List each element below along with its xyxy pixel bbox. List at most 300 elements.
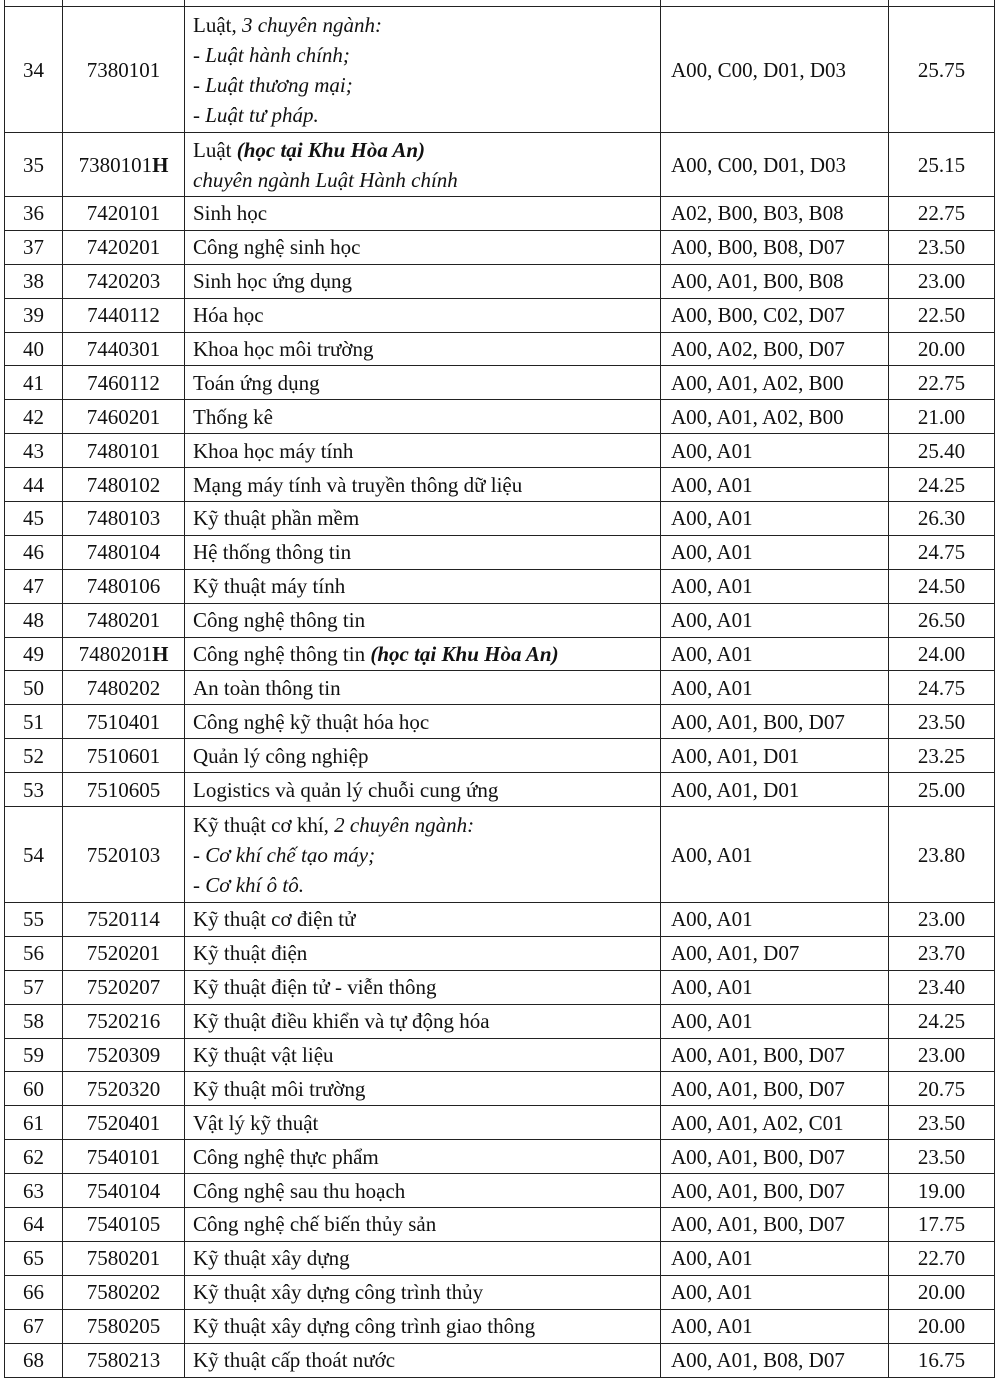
major-code: 7540105	[86, 1212, 161, 1237]
subject-combinations: A00, A01, B00, D07	[671, 1144, 845, 1169]
subject-combinations: A00, A01	[671, 1280, 753, 1305]
subject-combinations: A00, A01, B00, D07	[671, 709, 845, 734]
row-number: 42	[23, 404, 44, 429]
table-row	[5, 332, 995, 366]
major-code-cell	[63, 1309, 185, 1343]
cutoff-score-cell	[889, 1208, 995, 1242]
table-row	[5, 773, 995, 807]
subject-combinations-cell	[661, 1140, 889, 1174]
row-number-cell	[5, 332, 63, 366]
row-number: 57	[23, 975, 44, 1000]
major-name-cell	[185, 1241, 661, 1275]
cutoff-score: 22.75	[917, 370, 966, 395]
cutoff-score: 16.75	[917, 1348, 966, 1373]
major-name-cell	[185, 468, 661, 502]
major-name-cell	[185, 1140, 661, 1174]
cutoff-score: 20.75	[917, 1076, 966, 1101]
major-code-suffix: H	[152, 152, 169, 177]
major-name-cell	[185, 298, 661, 332]
table-row	[5, 7, 995, 133]
row-number-cell	[5, 773, 63, 807]
row-number-cell	[5, 1072, 63, 1106]
cutoff-score: 24.25	[917, 1009, 966, 1034]
major-name-line	[193, 870, 652, 900]
cutoff-score: 23.00	[917, 1043, 966, 1068]
table-row	[5, 366, 995, 400]
cutoff-score: 26.30	[917, 506, 966, 531]
row-number: 48	[23, 608, 44, 633]
subject-combinations: A00, A01	[671, 608, 753, 633]
major-code: 7520114	[87, 907, 160, 932]
subject-combinations-cell	[661, 739, 889, 773]
major-code: 7460201	[86, 404, 161, 429]
subject-combinations: A00, A02, B00, D07	[671, 337, 845, 361]
table-row	[5, 1174, 995, 1208]
major-code-cell	[63, 807, 185, 903]
cutoff-score: 22.50	[917, 303, 966, 328]
subject-combinations: A00, A01	[671, 642, 753, 667]
cutoff-score-cell	[889, 1106, 995, 1140]
major-name-cell	[185, 603, 661, 637]
major-code: 7480201	[86, 608, 161, 633]
major-name: Sinh học	[193, 201, 268, 226]
row-number: 61	[23, 1110, 44, 1135]
row-number-cell	[5, 298, 63, 332]
row-number: 35	[23, 152, 44, 177]
subject-combinations-cell	[661, 1106, 889, 1140]
major-name-cell	[185, 970, 661, 1004]
major-code-cell	[63, 133, 185, 197]
major-code-cell	[63, 434, 185, 468]
row-number-cell	[5, 535, 63, 569]
subject-combinations-cell	[661, 133, 889, 197]
major-name: Kỹ thuật điện tử - viễn thông	[193, 975, 437, 1000]
major-code-cell	[63, 298, 185, 332]
table-row	[5, 936, 995, 970]
major-name: Công nghệ sau thu hoạch	[193, 1178, 406, 1203]
major-code-cell	[63, 773, 185, 807]
subject-combinations: A00, A01	[671, 540, 753, 565]
major-name: Hóa học	[193, 303, 264, 328]
cutoff-score-cell	[889, 1004, 995, 1038]
subject-combinations: A00, A01, B00, D07	[671, 1043, 845, 1068]
major-name-cell	[185, 197, 661, 231]
major-name-cell	[185, 1072, 661, 1106]
row-number-cell	[5, 468, 63, 502]
cutoff-score: 20.00	[917, 1314, 966, 1339]
major-code-cell	[63, 1241, 185, 1275]
row-number-cell	[5, 1309, 63, 1343]
subject-combinations: A00, B00, B08, D07	[671, 235, 845, 260]
cutoff-score: 24.50	[917, 574, 966, 599]
admission-scores-table	[4, 0, 995, 1378]
major-code-cell	[63, 936, 185, 970]
major-code: 7510605	[86, 777, 161, 802]
table-row	[5, 970, 995, 1004]
major-code-cell	[63, 603, 185, 637]
row-number: 59	[23, 1043, 44, 1068]
major-code-cell	[63, 569, 185, 603]
major-name-cell	[185, 569, 661, 603]
major-name-cell	[185, 1038, 661, 1072]
cutoff-score-cell	[889, 1038, 995, 1072]
cutoff-score: 23.80	[917, 842, 966, 867]
major-name: Công nghệ thực phẩm	[193, 1144, 379, 1169]
major-name: Kỹ thuật xây dựng công trình giao thông	[193, 1314, 536, 1339]
table-row	[5, 671, 995, 705]
table-row	[5, 1309, 995, 1343]
major-code-suffix: H	[152, 642, 169, 667]
major-name-segment: (học tại Khu Hòa An)	[370, 642, 559, 667]
major-code-cell	[63, 230, 185, 264]
subject-combinations-cell	[661, 903, 889, 937]
table-row	[5, 434, 995, 468]
subject-combinations: A00, A01	[671, 975, 753, 1000]
table-row	[5, 569, 995, 603]
row-number-cell	[5, 569, 63, 603]
table-row	[5, 603, 995, 637]
subject-combinations-cell	[661, 7, 889, 133]
major-name: Kỹ thuật vật liệu	[193, 1043, 334, 1068]
table-row	[5, 637, 995, 671]
row-number: 55	[23, 907, 44, 932]
major-code-cell	[63, 739, 185, 773]
row-number: 40	[23, 337, 44, 361]
cutoff-score-cell	[889, 366, 995, 400]
cutoff-score-cell	[889, 1174, 995, 1208]
major-name-segment: - Luật thương mại;	[193, 72, 353, 97]
cutoff-score: 25.15	[917, 152, 966, 177]
major-name-cell	[185, 502, 661, 536]
cutoff-score: 23.00	[917, 907, 966, 932]
major-code: 7480104	[86, 540, 161, 565]
row-number-cell	[5, 705, 63, 739]
cutoff-score: 23.50	[917, 1110, 966, 1135]
cutoff-score-cell	[889, 7, 995, 133]
table-row	[5, 1275, 995, 1309]
major-name-segment: Luật,	[193, 12, 242, 37]
major-name-segment: Luật	[193, 137, 237, 162]
cutoff-score-cell	[889, 468, 995, 502]
major-code-cell	[63, 1208, 185, 1242]
major-code-cell	[63, 502, 185, 536]
subject-combinations-cell	[661, 298, 889, 332]
major-name: Mạng máy tính và truyền thông dữ liệu	[193, 472, 523, 497]
row-number: 34	[23, 57, 44, 82]
cutoff-score-cell	[889, 569, 995, 603]
cutoff-score-cell	[889, 603, 995, 637]
subject-combinations-cell	[661, 671, 889, 705]
row-number: 38	[23, 269, 44, 294]
major-name: Kỹ thuật phần mềm	[193, 506, 360, 531]
row-number: 65	[23, 1246, 44, 1271]
major-name-segment: 3 chuyên ngành:	[241, 12, 382, 37]
row-number-cell	[5, 739, 63, 773]
row-number: 49	[23, 642, 44, 667]
subject-combinations: A02, B00, B03, B08	[671, 201, 844, 226]
major-code-cell	[63, 7, 185, 133]
subject-combinations-cell	[661, 1174, 889, 1208]
subject-combinations: A00, A01, B00, D07	[671, 1212, 845, 1237]
major-name-cell	[185, 637, 661, 671]
row-number: 58	[23, 1009, 44, 1034]
major-name: Vật lý kỹ thuật	[193, 1110, 319, 1135]
row-number: 66	[23, 1280, 44, 1305]
major-name-line	[193, 639, 652, 669]
cutoff-score-cell	[889, 1309, 995, 1343]
major-code: 7520103	[86, 842, 161, 867]
major-name-cell	[185, 1208, 661, 1242]
major-name-cell	[185, 133, 661, 197]
major-name-line	[193, 100, 652, 130]
table-row	[5, 1208, 995, 1242]
cutoff-score: 25.75	[917, 57, 966, 82]
subject-combinations: A00, A01	[671, 574, 753, 599]
cutoff-score-cell	[889, 535, 995, 569]
major-name: An toàn thông tin	[193, 675, 341, 700]
row-number: 36	[23, 201, 44, 226]
major-name: Sinh học ứng dụng	[193, 269, 352, 294]
major-code: 7480101	[86, 438, 161, 463]
major-name-cell	[185, 1309, 661, 1343]
row-number-cell	[5, 502, 63, 536]
cutoff-score-cell	[889, 1241, 995, 1275]
cutoff-score-cell	[889, 1343, 995, 1377]
major-name-cell	[185, 230, 661, 264]
major-code-cell	[63, 535, 185, 569]
cutoff-score: 20.00	[917, 1280, 966, 1305]
cutoff-score-cell	[889, 1140, 995, 1174]
row-number-cell	[5, 1241, 63, 1275]
cutoff-score-cell	[889, 637, 995, 671]
major-code-cell	[63, 468, 185, 502]
major-code-cell	[63, 970, 185, 1004]
major-name: Công nghệ thông tin	[193, 608, 366, 633]
subject-combinations: A00, A01	[671, 907, 753, 932]
row-number: 54	[23, 842, 44, 867]
major-name-cell	[185, 1106, 661, 1140]
row-number-cell	[5, 197, 63, 231]
cutoff-score-cell	[889, 264, 995, 298]
major-code-cell	[63, 705, 185, 739]
row-number: 60	[23, 1076, 44, 1101]
major-code: 7380101	[78, 152, 153, 177]
table-row	[5, 705, 995, 739]
subject-combinations-cell	[661, 1343, 889, 1377]
cutoff-score-cell	[889, 936, 995, 970]
row-number: 47	[23, 574, 44, 599]
major-name-cell	[185, 535, 661, 569]
subject-combinations: A00, A01, D01	[671, 743, 800, 768]
major-code-cell	[63, 1140, 185, 1174]
table-row	[5, 1241, 995, 1275]
table-row	[5, 298, 995, 332]
row-number-cell	[5, 230, 63, 264]
major-code-cell	[63, 332, 185, 366]
major-code-cell	[63, 366, 185, 400]
major-code: 7580201	[86, 1246, 161, 1271]
row-number: 50	[23, 675, 44, 700]
major-name-line	[193, 135, 652, 165]
major-code-cell	[63, 1072, 185, 1106]
major-code: 7520309	[86, 1043, 161, 1068]
major-name-cell	[185, 366, 661, 400]
subject-combinations-cell	[661, 332, 889, 366]
subject-combinations: A00, A01	[671, 1314, 753, 1339]
subject-combinations-cell	[661, 502, 889, 536]
major-name: Thống kê	[193, 404, 273, 429]
major-code-cell	[63, 197, 185, 231]
major-code: 7540101	[86, 1144, 161, 1169]
subject-combinations-cell	[661, 197, 889, 231]
table-row	[5, 197, 995, 231]
major-name: Kỹ thuật xây dựng	[193, 1246, 350, 1271]
cutoff-score-cell	[889, 230, 995, 264]
table-row	[5, 502, 995, 536]
table-row	[5, 230, 995, 264]
subject-combinations: A00, A01, B00, D07	[671, 1178, 845, 1203]
subject-combinations: A00, A01	[671, 472, 753, 497]
table-row	[5, 807, 995, 903]
row-number: 37	[23, 235, 44, 260]
cutoff-score-cell	[889, 1275, 995, 1309]
subject-combinations: A00, C00, D01, D03	[671, 152, 847, 177]
subject-combinations-cell	[661, 705, 889, 739]
major-name-line	[193, 810, 652, 840]
major-name: Kỹ thuật điện	[193, 941, 308, 966]
cutoff-score-cell	[889, 197, 995, 231]
major-name: Kỹ thuật cơ điện tử	[193, 907, 356, 932]
cutoff-score-cell	[889, 434, 995, 468]
major-name-cell	[185, 903, 661, 937]
major-name: Kỹ thuật cấp thoát nước	[193, 1348, 396, 1373]
major-name-line	[193, 40, 652, 70]
major-name: Kỹ thuật máy tính	[193, 574, 346, 599]
row-number-cell	[5, 903, 63, 937]
cutoff-score-cell	[889, 807, 995, 903]
row-number-cell	[5, 7, 63, 133]
subject-combinations-cell	[661, 1309, 889, 1343]
subject-combinations: A00, C00, D01, D03	[671, 57, 847, 82]
row-number-cell	[5, 603, 63, 637]
row-number-cell	[5, 1140, 63, 1174]
major-code: 7520216	[86, 1009, 161, 1034]
row-number-cell	[5, 671, 63, 705]
cutoff-score: 23.00	[917, 269, 966, 294]
major-name: Khoa học môi trường	[193, 337, 374, 361]
subject-combinations-cell	[661, 569, 889, 603]
cutoff-score: 23.50	[917, 709, 966, 734]
row-number: 53	[23, 777, 44, 802]
subject-combinations: A00, A01, A02, C01	[671, 1110, 844, 1135]
table-row	[5, 468, 995, 502]
major-name: Công nghệ sinh học	[193, 235, 361, 260]
major-name-cell	[185, 1174, 661, 1208]
cutoff-score-cell	[889, 400, 995, 434]
cutoff-score-cell	[889, 970, 995, 1004]
subject-combinations-cell	[661, 807, 889, 903]
major-code: 7580213	[86, 1348, 161, 1373]
major-code: 7460112	[87, 370, 160, 395]
row-number-cell	[5, 1343, 63, 1377]
row-number-cell	[5, 434, 63, 468]
subject-combinations: A00, A01	[671, 1009, 753, 1034]
major-name-cell	[185, 264, 661, 298]
table-row	[5, 535, 995, 569]
major-name: Kỹ thuật điều khiển và tự động hóa	[193, 1009, 490, 1034]
subject-combinations: A00, A01, B00, D07	[671, 1076, 845, 1101]
major-code: 7440301	[86, 337, 161, 361]
subject-combinations: A00, A01	[671, 438, 753, 463]
row-number-cell	[5, 366, 63, 400]
major-name: Công nghệ kỹ thuật hóa học	[193, 709, 430, 734]
major-code: 7580205	[86, 1314, 161, 1339]
table-row	[5, 1038, 995, 1072]
major-code-cell	[63, 1174, 185, 1208]
major-code: 7520401	[86, 1110, 161, 1135]
cutoff-score: 24.00	[917, 642, 966, 667]
row-number-cell	[5, 1038, 63, 1072]
major-code: 7520320	[86, 1076, 161, 1101]
row-number: 39	[23, 303, 44, 328]
cutoff-score-cell	[889, 903, 995, 937]
major-code: 7420201	[86, 235, 161, 260]
cutoff-score: 26.50	[917, 608, 966, 633]
row-number: 41	[23, 370, 44, 395]
cutoff-score-cell	[889, 671, 995, 705]
row-number-cell	[5, 807, 63, 903]
subject-combinations-cell	[661, 970, 889, 1004]
row-number: 52	[23, 743, 44, 768]
major-name: Kỹ thuật xây dựng công trình thủy	[193, 1280, 484, 1305]
row-number: 62	[23, 1144, 44, 1169]
major-name-cell	[185, 936, 661, 970]
major-name: Khoa học máy tính	[193, 438, 354, 463]
major-code-cell	[63, 1343, 185, 1377]
major-code: 7520207	[86, 975, 161, 1000]
subject-combinations-cell	[661, 1072, 889, 1106]
cutoff-score: 21.00	[917, 404, 966, 429]
row-number: 51	[23, 709, 44, 734]
table-row	[5, 1106, 995, 1140]
subject-combinations-cell	[661, 1275, 889, 1309]
major-code: 7510601	[86, 743, 161, 768]
table-body	[5, 0, 995, 1377]
table-row	[5, 1140, 995, 1174]
cutoff-score-cell	[889, 739, 995, 773]
subject-combinations-cell	[661, 366, 889, 400]
subject-combinations-cell	[661, 1004, 889, 1038]
cutoff-score: 17.75	[917, 1212, 966, 1237]
row-number: 45	[23, 506, 44, 531]
cutoff-score-cell	[889, 502, 995, 536]
subject-combinations: A00, A01, A02, B00	[671, 404, 844, 429]
cutoff-score: 25.00	[917, 777, 966, 802]
major-code-cell	[63, 903, 185, 937]
cutoff-score-cell	[889, 133, 995, 197]
major-name-line	[193, 70, 652, 100]
row-number-cell	[5, 1106, 63, 1140]
major-code-cell	[63, 400, 185, 434]
subject-combinations-cell	[661, 603, 889, 637]
subject-combinations-cell	[661, 535, 889, 569]
major-code-cell	[63, 637, 185, 671]
major-code: 7480103	[86, 506, 161, 531]
major-code: 7380101	[86, 57, 161, 82]
table-row	[5, 133, 995, 197]
major-code: 7480202	[86, 675, 161, 700]
row-number-cell	[5, 637, 63, 671]
